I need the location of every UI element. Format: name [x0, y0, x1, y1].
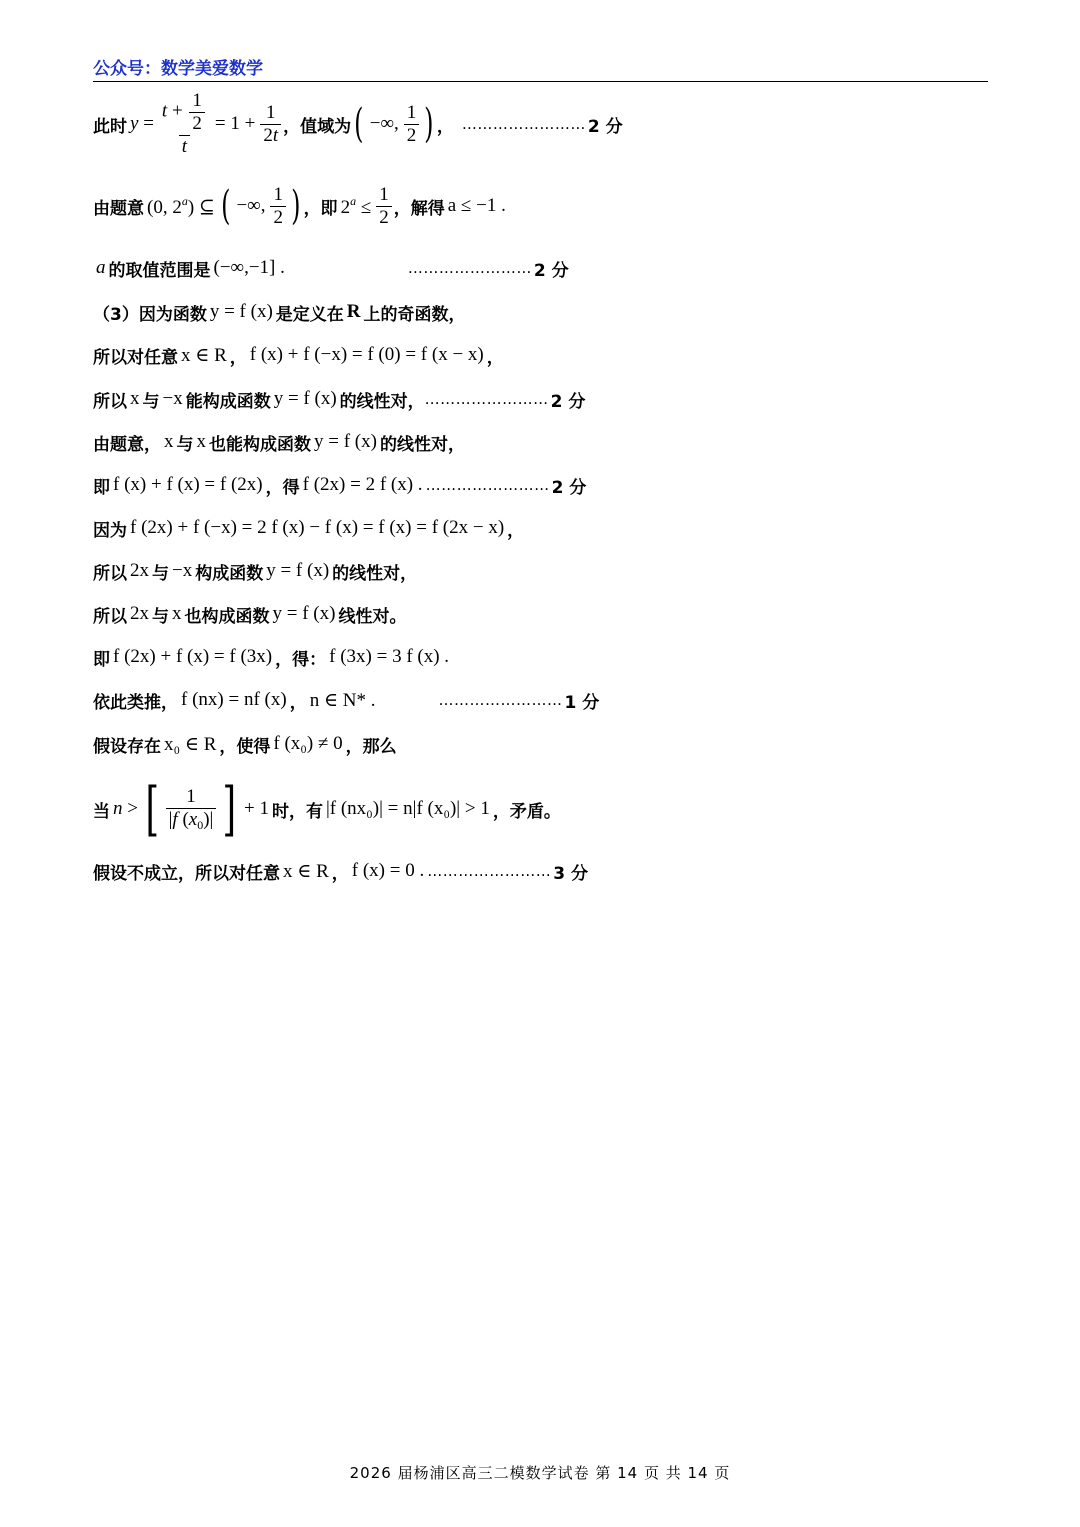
solution-line-11: 所以 2x 与 x 也构成函数 y = f (x) 线性对。	[93, 603, 407, 627]
solution-line-15: 当 n > [ $\frac{1}{|f (x_0)|}$ ] + 1 时，有 |f (nx₀)| = n|f (x₀)| > 1 ，矛盾。	[93, 775, 561, 843]
solution-line-9: 因为 f (2x) + f (−x) = 2 f (x) − f (x) = f (x) = f (2x − x) ，	[93, 517, 525, 541]
solution-line-4: （3）因为函数 y = f (x) 是定义在 R 上的奇函数，	[93, 301, 466, 325]
score-label: 2 分	[587, 116, 623, 137]
solution-line-5: 所以对任意 x ∈ R ， f (x) + f (−x) = f (0) = f (x − x) ，	[93, 344, 504, 368]
math-y-equals: y =	[130, 113, 154, 134]
text: ，值域为	[283, 116, 352, 137]
header-divider	[93, 81, 988, 82]
fraction-t-plus-half-over-t: t + $\frac{1}{2}$ t	[159, 90, 210, 158]
solution-line-12: 即 f (2x) + f (x) = f (3x) ，得： f (3x) = 3 f (x) .	[93, 646, 450, 670]
math-interval: (0, 2$^a$) ⊆	[147, 193, 215, 218]
page-footer: 2026 届杨浦区高三二模数学试卷 第 14 页 共 14 页	[349, 1464, 731, 1482]
solution-line-14: 假设存在 x₀ ∈ R ，使得 f (x₀) ≠ 0 ，那么	[93, 733, 397, 757]
solution-line-13: 依此类推， f (nx) = nf (x) ， n ∈ N* . …………………… 1 分	[93, 689, 600, 713]
solution-line-6: 所以 x 与 −x 能构成函数 y = f (x) 的线性对， …………………… 2 分	[93, 388, 586, 412]
page-header-title: 公众号：数学美爱数学	[93, 59, 263, 79]
score-dots: ……………………	[461, 115, 586, 133]
text: 此时	[93, 116, 127, 137]
solution-line-7: 由题意， x 与 x 也能构成函数 y = f (x) 的线性对，	[93, 431, 465, 455]
solution-line-10: 所以 2x 与 −x 构成函数 y = f (x) 的线性对，	[93, 560, 418, 584]
fraction-one-over-abs-f-x0: $\frac{1}{|f (x_0)|}$	[166, 786, 217, 833]
fraction-one-over-2t: $\frac{1}{2t}$	[260, 102, 281, 147]
solution-line-1: 此时 y = t + $\frac{1}{2}$ t = 1 + $\frac{1}{2t}$ ，值域为 ( −∞, $\frac{1}{2}$ ) ， …………………… 2 分	[93, 90, 623, 157]
solution-line-8: 即 f (x) + f (x) = f (2x) ，得 f (2x) = 2 f (x) . …………………… 2 分	[93, 474, 587, 498]
solution-line-16: 假设不成立，所以对任意 x ∈ R ， f (x) = 0 . …………………… 3 分	[93, 860, 588, 884]
solution-line-3: a 的取值范围是 (−∞,−1] . …………………… 2 分	[96, 257, 569, 281]
solution-line-2: 由题意 (0, 2$^a$) ⊆ ( −∞, $\frac{1}{2}$ ) ，即 $2^a$ ≤ $\frac{1}{2}$ ，解得 a ≤ −1 .	[93, 183, 506, 229]
